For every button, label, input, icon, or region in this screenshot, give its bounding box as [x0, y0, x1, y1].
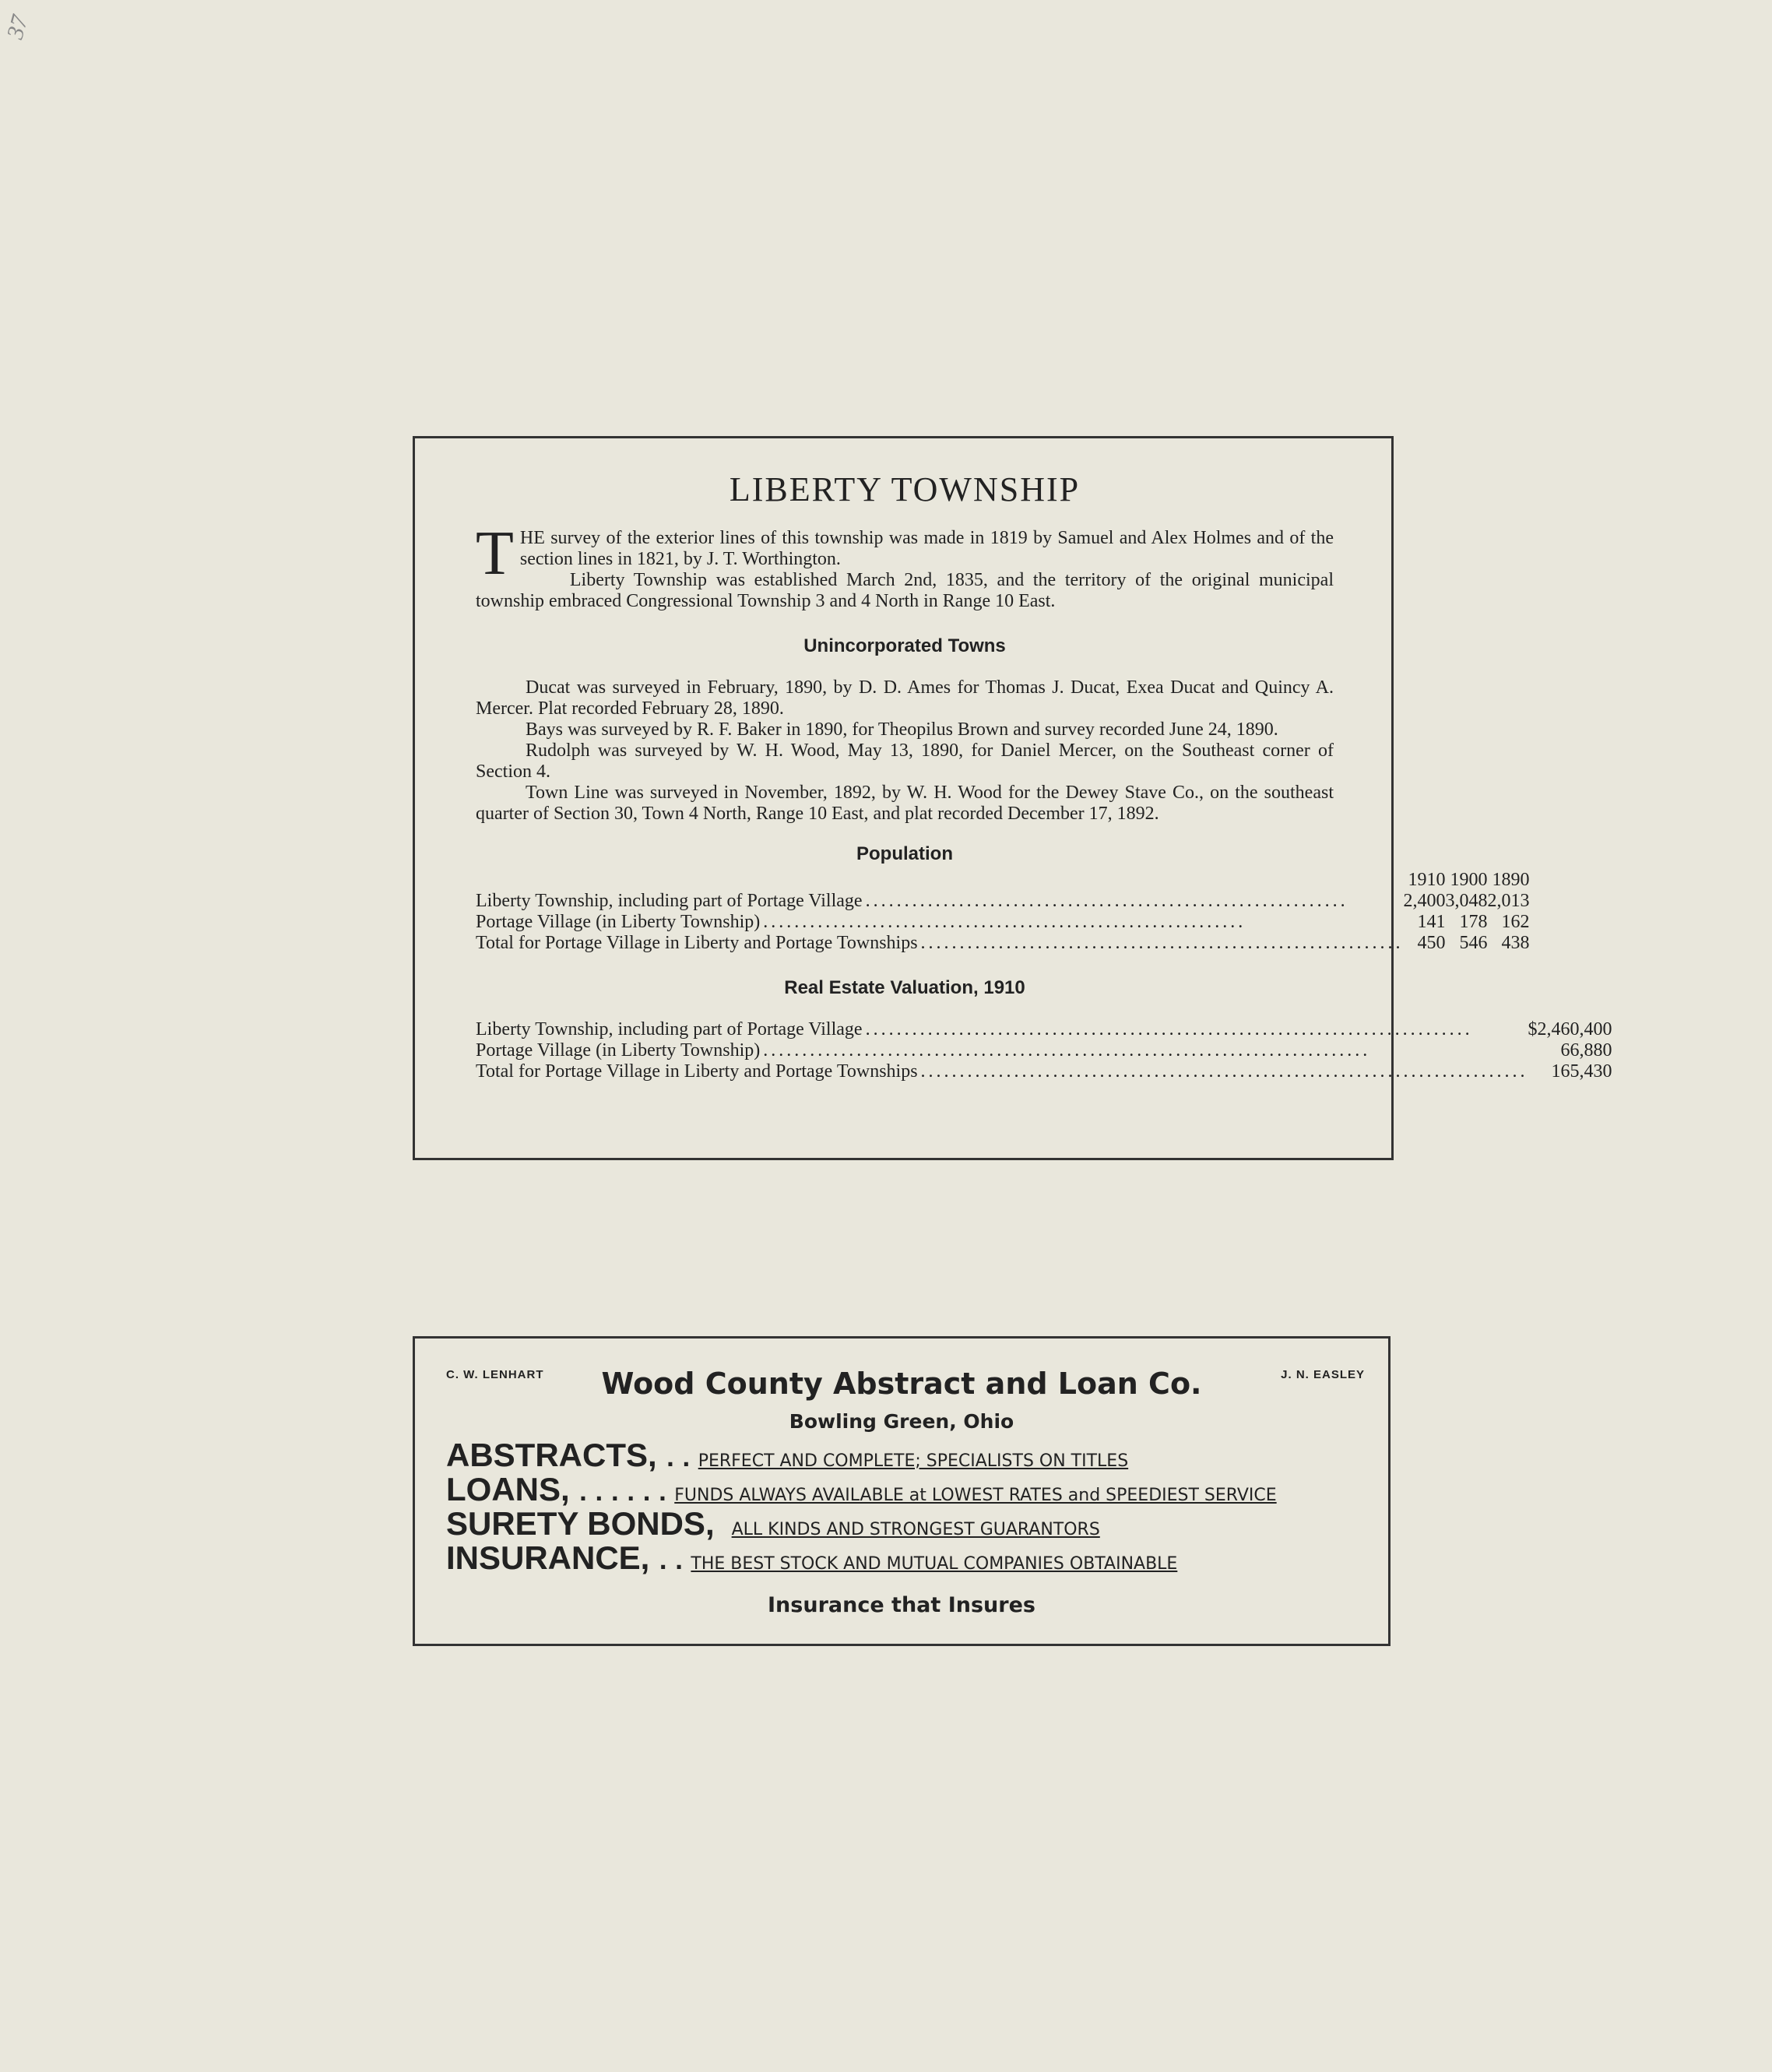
valuation-value: 165,430	[1551, 1061, 1612, 1082]
table-row: Portage Village (in Liberty Township) .............................................................. 141 178 162	[476, 912, 1530, 932]
year-header: 1890	[1492, 870, 1530, 890]
service-description: PERFECT AND COMPLETE; SPECIALISTS ON TITLES	[698, 1451, 1129, 1471]
history-panel	[413, 436, 1612, 1160]
service-name: ABSTRACTS,	[446, 1437, 657, 1473]
service-name: SURETY BONDS,	[446, 1505, 715, 1542]
population-table	[476, 870, 1530, 954]
row-label: Liberty Township, including part of Portage Village	[476, 891, 863, 911]
population-value: 450	[1417, 933, 1446, 953]
page-number: 37	[2, 12, 33, 42]
service-leader: . .	[666, 1446, 691, 1472]
row-label: Portage Village (in Liberty Township)	[476, 1040, 761, 1061]
service-name: INSURANCE,	[446, 1539, 650, 1576]
service-row-loans	[446, 1471, 1277, 1508]
row-label: Total for Portage Village in Liberty and Portage Townships	[476, 933, 918, 953]
ad-company-name: Wood County Abstract and Loan Co.	[601, 1367, 1202, 1401]
service-name: LOANS,	[446, 1471, 570, 1507]
table-row: Total for Portage Village in Liberty and Portage Townships .............................................................................. 165,430	[476, 1061, 1612, 1082]
service-description: THE BEST STOCK AND MUTUAL COMPANIES OBTAINABLE	[691, 1554, 1178, 1574]
service-leader: . . . . . .	[578, 1480, 667, 1506]
valuation-value: 2,460,400	[1537, 1019, 1612, 1040]
population-value: 178	[1459, 912, 1488, 932]
row-label: Liberty Township, including part of Portage Village	[476, 1019, 863, 1040]
service-row-insurance	[446, 1539, 1177, 1577]
year-header: 1900	[1450, 870, 1488, 890]
currency-symbol: $	[1528, 1019, 1538, 1040]
valuation-table	[476, 1019, 1612, 1082]
population-value: 141	[1417, 912, 1446, 932]
service-row-abstracts	[446, 1437, 1128, 1474]
page-title: LIBERTY TOWNSHIP	[729, 470, 1081, 508]
service-leader: . .	[659, 1549, 684, 1574]
population-value: 3,048	[1445, 891, 1488, 911]
table-row: Liberty Township, including part of Portage Village .............................................................. 2,400 3,048 2,013	[476, 891, 1530, 911]
service-row-surety-bonds	[446, 1505, 1100, 1543]
ad-city: Bowling Green, Ohio	[789, 1410, 1014, 1433]
population-value: 438	[1501, 933, 1530, 953]
row-label: Portage Village (in Liberty Township)	[476, 912, 761, 932]
population-value: 2,013	[1487, 891, 1530, 911]
population-value: 2,400	[1403, 891, 1446, 911]
population-value: 546	[1459, 933, 1488, 953]
town-paragraph-town-line: Town Line was surveyed in November, 1892, by W. H. Wood for the Dewey Stave Co., on the southeast quarter of Section 30, Town 4 North, Range 10 East, and plat recorded December 17, 1892.	[476, 783, 1334, 824]
town-paragraph-rudolph: Rudolph was surveyed by W. H. Wood, May 13, 1890, for Daniel Mercer, on the Southeast corner of Section 4.	[476, 741, 1334, 782]
unincorporated-heading: Unincorporated Towns	[803, 635, 1006, 656]
advertisement-panel	[413, 1336, 1391, 1646]
table-row: Portage Village (in Liberty Township) .............................................................................. 66,880	[476, 1040, 1612, 1061]
population-heading: Population	[856, 843, 953, 864]
valuation-value: 66,880	[1560, 1040, 1612, 1061]
population-value: 162	[1501, 912, 1530, 932]
intro-paragraph	[476, 519, 1334, 588]
table-row: Total for Portage Village in Liberty and Portage Townships .............................................................. 450 546 438	[476, 933, 1530, 953]
town-paragraph-ducat: Ducat was surveyed in February, 1890, by D. D. Ames for Thomas J. Ducat, Exea Ducat and Quincy A. Mercer. Plat recorded February 28, 1890.	[476, 677, 1334, 719]
ad-right-name: J. N. EASLEY	[1281, 1368, 1365, 1381]
town-paragraph-bays: Bays was surveyed by R. F. Baker in 1890, for Theopilus Brown and survey recorded June 24, 1890.	[526, 719, 1278, 740]
valuation-heading: Real Estate Valuation, 1910	[784, 977, 1025, 998]
service-description: ALL KINDS AND STRONGEST GUARANTORS	[731, 1520, 1100, 1539]
drop-cap: T	[476, 519, 514, 588]
year-header: 1910	[1408, 870, 1446, 890]
service-description: FUNDS ALWAYS AVAILABLE at LOWEST RATES and SPEEDIEST SERVICE	[674, 1486, 1277, 1505]
intro-text: HE survey of the exterior lines of this township was made in 1819 by Samuel and Alex Holmes and of the section lines in 1821, by J. T. Worthington.	[519, 528, 1334, 569]
ad-left-name: C. W. LENHART	[446, 1368, 544, 1381]
table-header-row	[476, 870, 1530, 891]
table-row: Liberty Township, including part of Portage Village .............................................................................. $ 2,460,400	[476, 1019, 1612, 1040]
ad-tagline: Insurance that Insures	[768, 1593, 1035, 1617]
established-paragraph: Liberty Township was established March 2nd, 1835, and the territory of the original municipal township embraced Congressional Township 3 and 4 North in Range 10 East.	[476, 570, 1334, 611]
row-label: Total for Portage Village in Liberty and Portage Townships	[476, 1061, 918, 1082]
